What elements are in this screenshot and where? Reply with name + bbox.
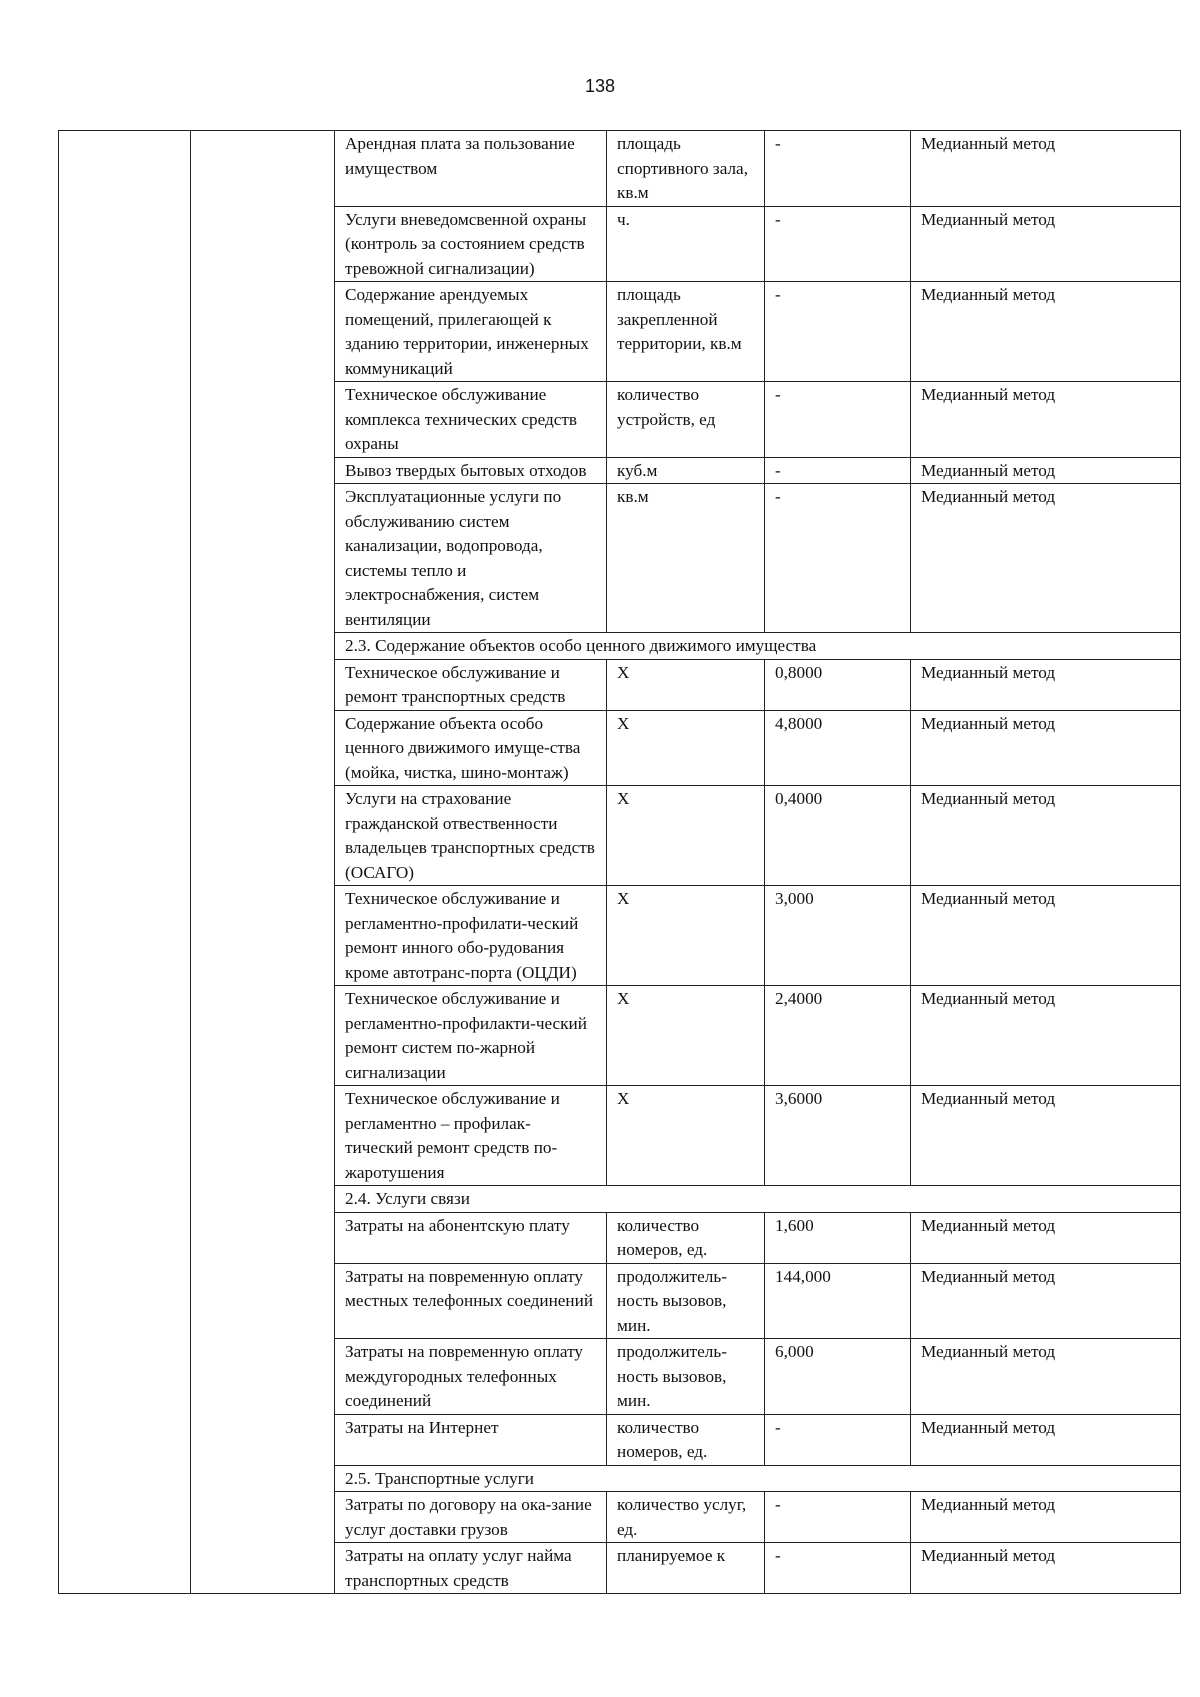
unit-cell: ч. xyxy=(607,206,765,282)
norm-value-cell: 3,6000 xyxy=(765,1086,911,1186)
cost-name-cell: Эксплуатационные услуги по обслуживанию систем канализации, водопровода, системы тепло и электроснабжения, систем вентиляции xyxy=(335,484,607,633)
cost-name-cell: Техническое обслуживание и регламентно – профилак-тический ремонт средств по-жаротушения xyxy=(335,1086,607,1186)
unit-cell: Х xyxy=(607,786,765,886)
unit-cell: продолжитель-ность вызовов, мин. xyxy=(607,1339,765,1415)
norm-value-cell: 3,000 xyxy=(765,886,911,986)
norm-value-cell: 2,4000 xyxy=(765,986,911,1086)
section-title: 2.4. Услуги связи xyxy=(335,1186,1181,1213)
method-cell: Медианный метод xyxy=(911,206,1181,282)
method-cell: Медианный метод xyxy=(911,1263,1181,1339)
cost-table xyxy=(58,130,1181,1594)
unit-cell: Х xyxy=(607,710,765,786)
method-cell: Медианный метод xyxy=(911,1212,1181,1263)
cost-name-cell: Затраты на Интернет xyxy=(335,1414,607,1465)
cost-name-cell: Арендная плата за пользование имуществом xyxy=(335,131,607,207)
unit-cell: Х xyxy=(607,986,765,1086)
method-cell: Медианный метод xyxy=(911,484,1181,633)
page-number: 138 xyxy=(584,76,616,96)
norm-value-cell: 144,000 xyxy=(765,1263,911,1339)
unit-cell: кв.м xyxy=(607,484,765,633)
method-cell: Медианный метод xyxy=(911,457,1181,484)
unit-cell: Х xyxy=(607,1086,765,1186)
code-cell xyxy=(59,131,191,1594)
method-cell: Медианный метод xyxy=(911,1414,1181,1465)
norm-value-cell: - xyxy=(765,484,911,633)
cost-name-cell: Услуги на страхование гражданской отвественности владельцев транспортных средств (ОСАГО) xyxy=(335,786,607,886)
method-cell: Медианный метод xyxy=(911,282,1181,382)
norm-value-cell: - xyxy=(765,206,911,282)
norm-value-cell: - xyxy=(765,457,911,484)
method-cell: Медианный метод xyxy=(911,131,1181,207)
unit-cell: площадь закрепленной территории, кв.м xyxy=(607,282,765,382)
unit-cell: количество устройств, ед xyxy=(607,382,765,458)
method-cell: Медианный метод xyxy=(911,886,1181,986)
cost-name-cell: Услуги вневедомсвенной охраны (контроль за состоянием средств тревожной сигнализации) xyxy=(335,206,607,282)
unit-cell: Х xyxy=(607,886,765,986)
unit-cell: куб.м xyxy=(607,457,765,484)
norm-value-cell: 0,4000 xyxy=(765,786,911,886)
cost-name-cell: Затраты по договору на ока-зание услуг доставки грузов xyxy=(335,1492,607,1543)
method-cell: Медианный метод xyxy=(911,1339,1181,1415)
method-cell: Медианный метод xyxy=(911,382,1181,458)
section-title: 2.3. Содержание объектов особо ценного движимого имущества xyxy=(335,633,1181,660)
norm-value-cell: 0,8000 xyxy=(765,659,911,710)
cost-name-cell: Вывоз твердых бытовых отходов xyxy=(335,457,607,484)
cost-name-cell: Затраты на абонентскую плату xyxy=(335,1212,607,1263)
norm-value-cell: 6,000 xyxy=(765,1339,911,1415)
unit-cell: продолжитель-ность вызовов, мин. xyxy=(607,1263,765,1339)
unit-cell: количество номеров, ед. xyxy=(607,1414,765,1465)
section-title: 2.5. Транспортные услуги xyxy=(335,1465,1181,1492)
cost-name-cell: Затраты на оплату услуг найма транспортных средств xyxy=(335,1543,607,1594)
unit-cell: Х xyxy=(607,659,765,710)
cost-name-cell: Содержание арендуемых помещений, прилегающей к зданию территории, инженерных коммуникаций xyxy=(335,282,607,382)
method-cell: Медианный метод xyxy=(911,1492,1181,1543)
category-cell xyxy=(191,131,335,1594)
method-cell: Медианный метод xyxy=(911,659,1181,710)
cost-name-cell: Техническое обслуживание и регламентно-профилакти-ческий ремонт систем по-жарной сигнализации xyxy=(335,986,607,1086)
method-cell: Медианный метод xyxy=(911,786,1181,886)
norm-value-cell: - xyxy=(765,1543,911,1594)
norm-value-cell: 1,600 xyxy=(765,1212,911,1263)
cost-name-cell: Содержание объекта особо ценного движимого имуще-ства (мойка, чистка, шино-монтаж) xyxy=(335,710,607,786)
cost-name-cell: Техническое обслуживание и регламентно-профилати-ческий ремонт инного обо-рудования кроме автотранс-порта (ОЦДИ) xyxy=(335,886,607,986)
unit-cell: площадь спортивного зала, кв.м xyxy=(607,131,765,207)
norm-value-cell: 4,8000 xyxy=(765,710,911,786)
cost-name-cell: Техническое обслуживание и ремонт транспортных средств xyxy=(335,659,607,710)
cost-name-cell: Техническое обслуживание комплекса технических средств охраны xyxy=(335,382,607,458)
unit-cell: количество услуг, ед. xyxy=(607,1492,765,1543)
norm-value-cell: - xyxy=(765,1414,911,1465)
unit-cell: количество номеров, ед. xyxy=(607,1212,765,1263)
cost-name-cell: Затраты на повременную оплату междугородных телефонных соединений xyxy=(335,1339,607,1415)
norm-value-cell: - xyxy=(765,282,911,382)
norm-value-cell: - xyxy=(765,382,911,458)
method-cell: Медианный метод xyxy=(911,710,1181,786)
table-row xyxy=(59,131,1181,207)
method-cell: Медианный метод xyxy=(911,1543,1181,1594)
unit-cell: планируемое к xyxy=(607,1543,765,1594)
method-cell: Медианный метод xyxy=(911,986,1181,1086)
cost-name-cell: Затраты на повременную оплату местных телефонных соединений xyxy=(335,1263,607,1339)
method-cell: Медианный метод xyxy=(911,1086,1181,1186)
norm-value-cell: - xyxy=(765,1492,911,1543)
norm-value-cell: - xyxy=(765,131,911,207)
